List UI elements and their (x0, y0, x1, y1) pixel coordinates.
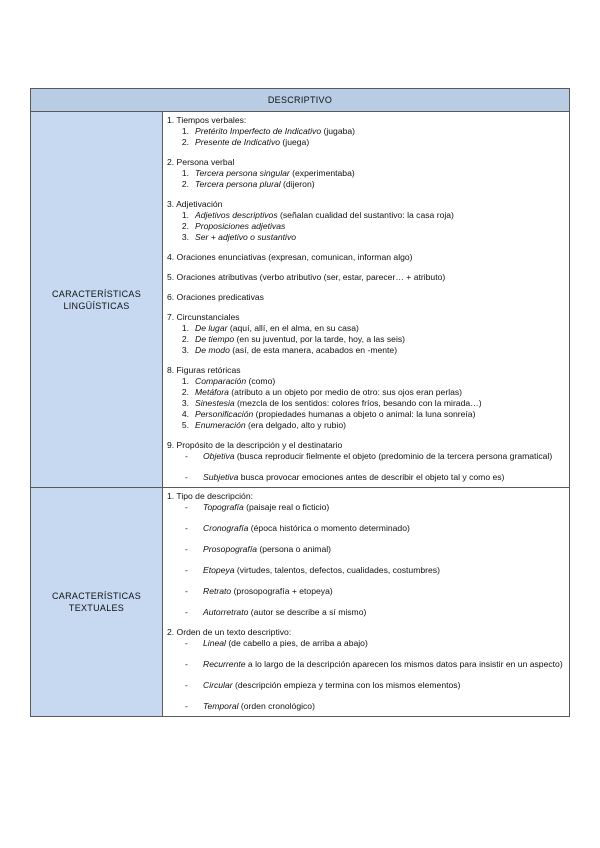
section-oraciones-atributivas: 5. Oraciones atributivas (verbo atributivo (ser, estar, parecer… + atributo) (167, 272, 446, 282)
section-figuras-retoricas (167, 365, 565, 431)
item-number: 1. (181, 323, 189, 333)
list-item (167, 323, 565, 334)
item-number: 1. (181, 376, 189, 386)
item-desc: (aquí, allí, en el alma, en su casa) (227, 323, 359, 333)
item-desc: (mezcla de los sentidos: colores fríos, besando con la mirada…) (234, 398, 482, 408)
label-linguisticas: CARACTERÍSTICAS LINGÜÍSTICAS (31, 112, 163, 487)
item-number: 1. (181, 168, 189, 178)
list-item (167, 137, 565, 148)
list-item (167, 221, 565, 232)
list-item (167, 409, 565, 420)
item-dash: - (185, 607, 188, 617)
item-number: 4. (181, 409, 189, 419)
item-dash: - (185, 659, 188, 669)
item-desc: (busca reproducir fielmente el objeto (predominio de la tercera persona gramatical) (234, 451, 553, 461)
item-desc: (así, de esta manera, acabados en -mente) (229, 345, 398, 355)
list-item (167, 659, 565, 670)
item-term: Tercera persona singular (195, 168, 290, 178)
content-linguisticas (163, 112, 569, 487)
item-desc: (en su juventud, por la tarde, hoy, a las seis) (234, 334, 406, 344)
item-desc: (orden cronológico) (238, 701, 315, 711)
list-item (167, 586, 565, 597)
item-desc: (virtudes, talentos, defectos, cualidades, costumbres) (234, 565, 440, 575)
list-item (167, 420, 565, 431)
list-item (167, 387, 565, 398)
item-term: Temporal (203, 701, 239, 711)
list-item (167, 334, 565, 345)
section-oraciones-predicativas: 6. Oraciones predicativas (167, 292, 264, 302)
item-number: 5. (181, 420, 189, 430)
section-proposito (167, 440, 565, 483)
section-title: 2. Persona verbal (167, 157, 235, 167)
table-header: DESCRIPTIVO (31, 89, 569, 112)
item-desc: busca provocar emociones antes de describir el objeto tal y como es) (238, 472, 505, 482)
row-textuales (31, 487, 569, 716)
item-term: Adjetivos descriptivos (195, 210, 278, 220)
item-desc: (época histórica o momento determinado) (248, 523, 410, 533)
item-desc: (como) (246, 376, 276, 386)
list-item (167, 376, 565, 387)
item-term: Objetiva (203, 451, 235, 461)
item-number: 2. (181, 137, 189, 147)
item-term: Enumeración (195, 420, 246, 430)
list-item (167, 638, 565, 649)
item-term: Retrato (203, 586, 232, 596)
section-persona-verbal (167, 157, 565, 190)
list-item (167, 232, 565, 243)
item-term: Tercera persona plural (195, 179, 281, 189)
section-tiempos-verbales (167, 115, 565, 148)
list-item (167, 126, 565, 137)
list-item (167, 472, 565, 483)
item-desc: (paisaje real o ficticio) (243, 502, 330, 512)
item-term: Prosopografía (203, 544, 257, 554)
item-desc: (dijeron) (280, 179, 315, 189)
list-item (167, 544, 565, 555)
list-item (167, 680, 565, 691)
item-dash: - (185, 502, 188, 512)
item-desc: (prosopografía + etopeya) (231, 586, 333, 596)
item-term: Ser + adjetivo o sustantivo (195, 232, 297, 242)
item-dash: - (185, 565, 188, 575)
item-desc: (experimentaba) (289, 168, 355, 178)
item-dash: - (185, 638, 188, 648)
item-term: Lineal (203, 638, 226, 648)
item-desc: (era delgado, alto y rubio) (245, 420, 346, 430)
item-term: Cronografía (203, 523, 249, 533)
item-term: Recurrente (203, 659, 246, 669)
list-item (167, 345, 565, 356)
item-desc: (autor se describe a sí mismo) (248, 607, 367, 617)
item-number: 2. (181, 221, 189, 231)
list-item (167, 607, 565, 618)
item-term: Comparación (195, 376, 247, 386)
section-title: 1. Tipo de descripción: (167, 491, 253, 501)
item-number: 3. (181, 398, 189, 408)
row-linguisticas (31, 112, 569, 487)
item-term: Subjetiva (203, 472, 239, 482)
item-dash: - (185, 523, 188, 533)
item-number: 2. (181, 334, 189, 344)
item-number: 3. (181, 345, 189, 355)
item-dash: - (185, 680, 188, 690)
item-term: Metáfora (195, 387, 229, 397)
item-term: Autorretrato (203, 607, 249, 617)
list-item (167, 210, 565, 221)
item-dash: - (185, 451, 188, 461)
section-orden-texto (167, 627, 565, 712)
section-title: 1. Tiempos verbales: (167, 115, 247, 125)
section-title: 8. Figuras retóricas (167, 365, 241, 375)
list-item (167, 398, 565, 409)
item-term: Topografía (203, 502, 244, 512)
item-term: De tiempo (195, 334, 235, 344)
section-oraciones-enunciativas: 4. Oraciones enunciativas (expresan, comunican, informan algo) (167, 252, 413, 262)
item-number: 2. (181, 387, 189, 397)
section-tipo-descripcion (167, 491, 565, 618)
section-title: 2. Orden de un texto descriptivo: (167, 627, 292, 637)
item-desc: (juega) (280, 137, 310, 147)
section-title: 7. Circunstanciales (167, 312, 240, 322)
item-desc: (jugaba) (321, 126, 356, 136)
section-adjetivacion (167, 199, 565, 243)
section-circunstanciales (167, 312, 565, 356)
item-number: 1. (181, 210, 189, 220)
item-term: Pretérito Imperfecto de Indicativo (195, 126, 322, 136)
content-textuales (163, 488, 569, 716)
item-desc: (propiedades humanas a objeto o animal: la luna sonreía) (253, 409, 476, 419)
list-item (167, 179, 565, 190)
section-title: 3. Adjetivación (167, 199, 223, 209)
item-dash: - (185, 586, 188, 596)
item-term: Proposiciones adjetivas (195, 221, 286, 231)
item-number: 2. (181, 179, 189, 189)
list-item (167, 565, 565, 576)
descriptivo-table (30, 88, 570, 717)
item-term: De lugar (195, 323, 228, 333)
item-dash: - (185, 472, 188, 482)
item-desc: (señalan cualidad del sustantivo: la casa roja) (277, 210, 454, 220)
list-item (167, 168, 565, 179)
item-desc: (atributo a un objeto por medio de otro: sus ojos eran perlas) (228, 387, 463, 397)
item-term: De modo (195, 345, 230, 355)
item-dash: - (185, 544, 188, 554)
list-item (167, 701, 565, 712)
label-textuales: CARACTERÍSTICAS TEXTUALES (31, 488, 163, 716)
item-term: Personificación (195, 409, 254, 419)
item-desc: (persona o animal) (256, 544, 332, 554)
item-desc: a lo largo de la descripción aparecen los mismos datos para insistir en un aspecto) (245, 659, 563, 669)
item-desc: (descripción empieza y termina con los mismos elementos) (232, 680, 461, 690)
item-number: 3. (181, 232, 189, 242)
item-desc: (de cabello a pies, de arriba a abajo) (225, 638, 368, 648)
item-term: Etopeya (203, 565, 235, 575)
item-number: 1. (181, 126, 189, 136)
item-term: Circular (203, 680, 233, 690)
section-title: 9. Propósito de la descripción y el destinatario (167, 440, 343, 450)
list-item (167, 523, 565, 534)
list-item (167, 502, 565, 513)
list-item (167, 451, 565, 462)
item-dash: - (185, 701, 188, 711)
item-term: Presente de Indicativo (195, 137, 281, 147)
item-term: Sinestesia (195, 398, 235, 408)
